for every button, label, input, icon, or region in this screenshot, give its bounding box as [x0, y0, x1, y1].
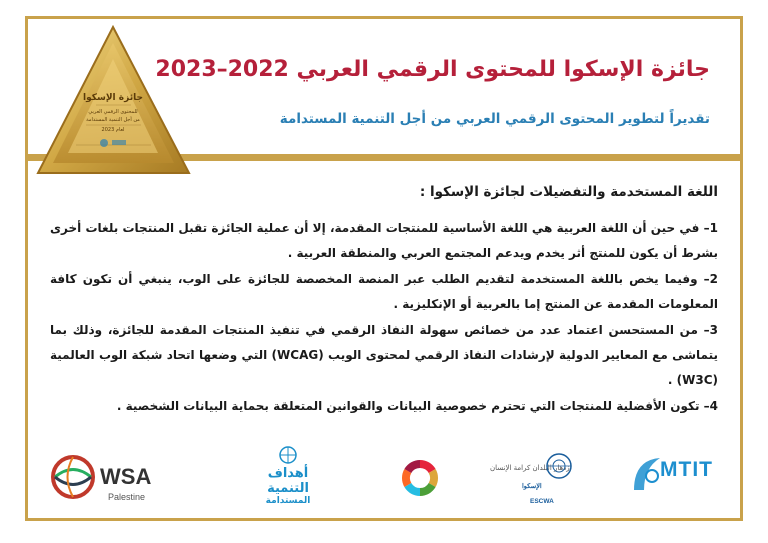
trophy-year: لعام 2023 — [101, 127, 125, 133]
page-subtitle: تقديراً لتطوير المحتوى الرقمي العربي من أجل التنمية المستدامة — [279, 111, 710, 127]
award-trophy-logo — [36, 25, 191, 177]
list-item: 4– تكون الأفضلية للمنتجات التي تحترم خصوصية البيانات والقوانين المتعلقة بحماية البيانات الشخصية . — [116, 399, 718, 413]
list-item: 3– من المستحسن اعتماد عدد من خصائص سهولة النفاذ الرقمي في تنفيذ المنتجات المقدمة للجائزة، وذلك بما يتماشى مع المعايير الدولية لإرشادات النفاذ الرقمي لمحتوى الويب (WCAG) التي وضعها اتحاد شبكة الوب العالمية (W3C) . — [50, 323, 718, 387]
un-emblem-icon — [545, 452, 573, 480]
wsa-name: WSA — [100, 464, 152, 489]
partner-logos — [28, 444, 740, 519]
escwa-tagline: ازدهار البلدان كرامة الإنسان — [490, 464, 572, 472]
header — [28, 19, 740, 154]
list-item: 1– في حين أن اللغة العربية هي اللغة الأساسية للمنتجات المقدمة، إلا أن عملية الجائزة تقبل المنتجات بلغات أخرى بشرط أن يكون للمنتج أثر يخدم ويدعم المجتمع العربي والمنطقة العربية . — [50, 221, 718, 260]
content-section — [50, 184, 718, 420]
sdg-line3: المستدامة — [265, 496, 311, 506]
sdg-line2: التنمية — [267, 481, 309, 496]
trophy-line3: من أجل التنمية المستدامة — [86, 117, 140, 123]
wsa-globe-icon — [50, 454, 96, 500]
sdg-logo — [258, 444, 318, 516]
trophy-line2: للمحتوى الرقمي العربي — [88, 109, 138, 115]
escwa-sub: ESCWA — [530, 498, 554, 505]
escwa-logo — [400, 450, 575, 512]
trophy-title: جائزة الإسكوا — [83, 93, 143, 103]
mtit-logo — [630, 450, 730, 512]
wsa-sub: Palestine — [108, 492, 146, 502]
page-title: جائزة الإسكوا للمحتوى الرقمي العربي 2022–2023 — [155, 57, 710, 82]
mtit-name: MTIT — [660, 458, 713, 481]
wsa-logo — [50, 454, 160, 504]
list-item: 2– وفيما يخص باللغة المستخدمة لتقديم الطلب عبر المنصة المخصصة للجائزة على الوب، ينبغي أن تكون كافة المعلومات المقدمة عن المنتج إما بالعربية أو الإنكليزية . — [50, 272, 718, 311]
section-heading: اللغة المستخدمة والتفضيلات لجائزة الإسكوا : — [419, 184, 718, 200]
sdg-wheel-icon — [400, 458, 440, 498]
escwa-label: الإسكوا — [522, 483, 542, 490]
sdg-line1: أهداف — [267, 466, 309, 481]
document-frame — [25, 16, 743, 521]
un-emblem-icon — [279, 446, 297, 464]
